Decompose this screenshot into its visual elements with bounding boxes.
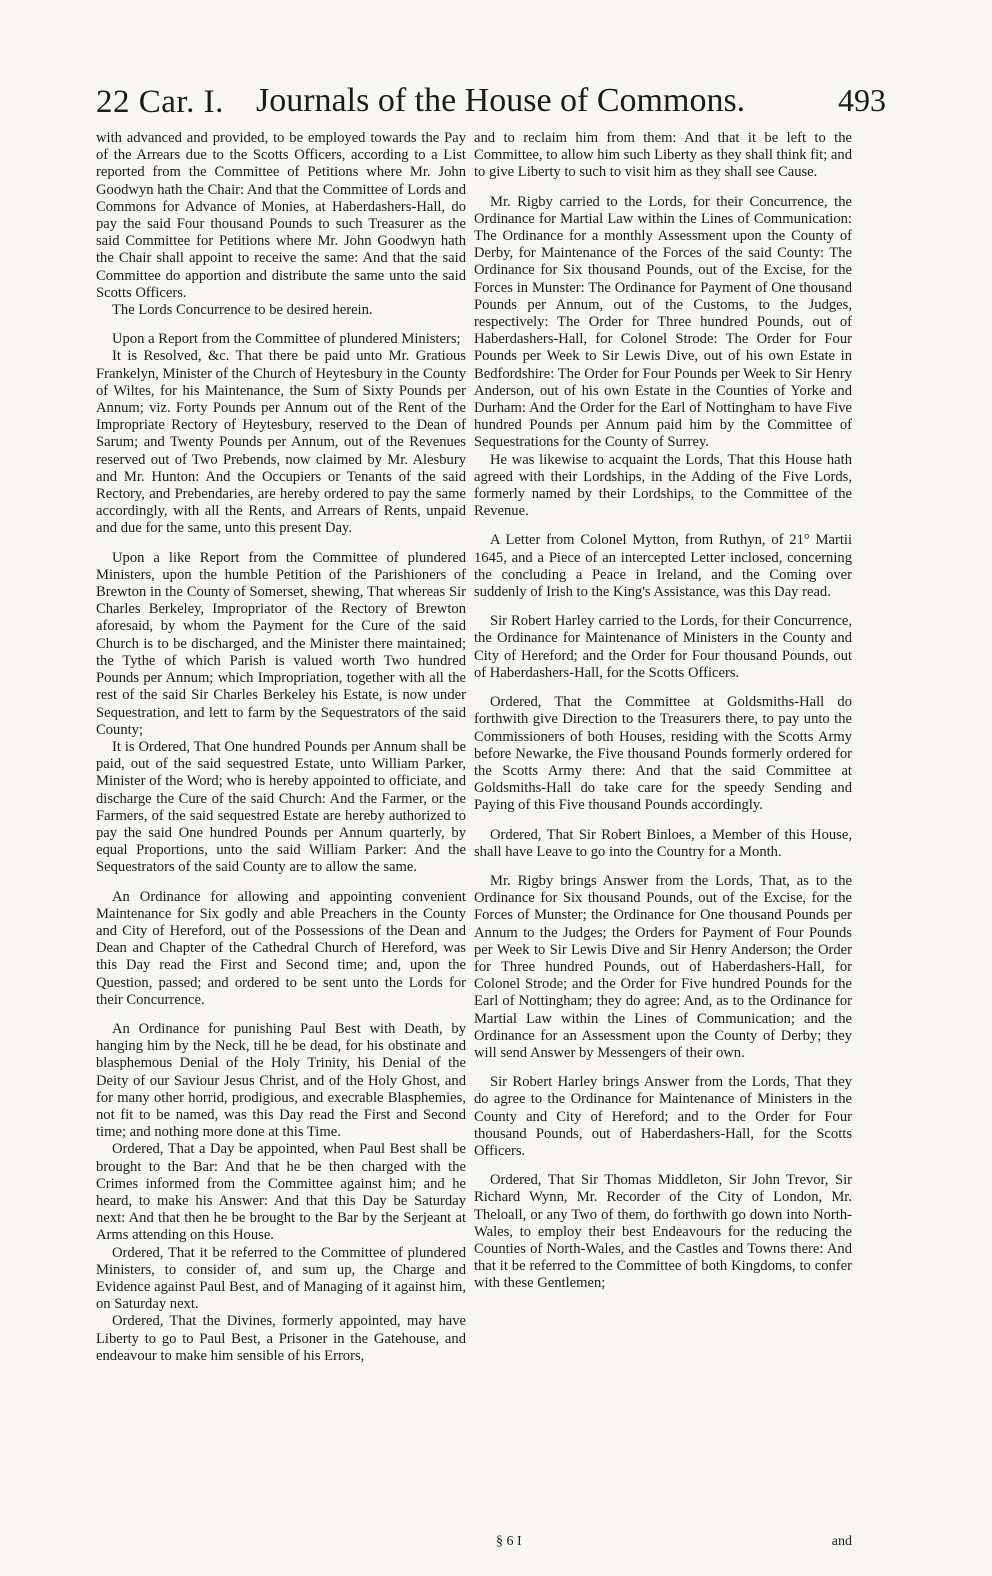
paragraph: and to reclaim him from them: And that it be left to the Committee, to allow him such Liberty as they shall think fit; and to give Liberty to such to visit him as they shall see Cause. [474,130,852,181]
paragraph: A Letter from Colonel Mytton, from Ruthyn, of 21° Martii 1645, and a Piece of an intercepted Letter inclosed, concerning the concluding a Peace in Ireland, and the Coming over suddenly of Irish to the King's Assistance, was this Day read. [474,532,852,601]
regnal-year: 22 Car. I. [96,84,224,120]
paragraph: Mr. Rigby brings Answer from the Lords, That, as to the Ordinance for Six thousand Pounds, out of the Excise, for the Forces of Munster; the Ordinance for One thousand Pounds per Annum to the Judges; the Orders for Payment of Four Pounds per Week to Sir Lewis Dive and Sir Henry Anderson; the Order for Three hundred Pounds, out of Haberdashers-Hall, for Colonel Strode; and the Order for Five hundred Pounds for the Earl of Nottingham; they do agree: And, as to the Ordinance for Martial Law within the Lines of Communication; and the Ordinance for an Assessment upon the County of Derby; they will send Answer by Messengers of their own. [474,872,852,1061]
paragraph: with advanced and provided, to be employed towards the Pay of the Arrears due to the Scotts Officers, according to a List reported from the Committee of Petitions where Mr. John Goodwyn hath the Chair: And that the Committee of Lords and Commons for Advance of Monies, at Haberdashers-Hall, do pay the said Four thousand Pounds to such Treasurer as the said Committee for Petitions where Mr. John Goodwyn hath the Chair shall appoint to receive the same: And that the said Committee do apportion and distribute the same unto the said Scotts Officers. [96,130,466,301]
paragraph: It is Resolved, &c. That there be paid unto Mr. Gratious Frankelyn, Minister of the Church of Heytesbury in the County of Wiltes, for his Maintenance, the Sum of Sixty Pounds per Annum; viz. Forty Pounds per Annum out of the Rent of the Impropriate Rectory of Heytesbury, reserved to the Dean of Sarum; and Twenty Pounds per Annum, out of the Revenues reserved out of Two Prebends, now claimed by Mr. Alesbury and Mr. Hunton: And the Occupiers or Tenants of the said Rectory, and Prebendaries, are hereby ordered to pay the same accordingly, with all the Rents, and Arrears of Rents, unpaid and due for the same, unto this present Day. [96,348,466,537]
paragraph: Upon a Report from the Committee of plundered Ministers; [112,331,461,348]
paragraph: Ordered, That Sir Thomas Middleton, Sir John Trevor, Sir Richard Wynn, Mr. Recorder of the City of London, Mr. Theloall, or any Two of them, do forthwith go down into North-Wales, to employ their best Endeavours for the reducing the Counties of North-Wales, and the Castles and Towns there: And that it be referred to the Committee of both Kingdoms, to confer with these Gentlemen; [474,1172,852,1292]
paragraph: Ordered, That the Divines, formerly appointed, may have Liberty to go to Paul Best, a Prisoner in the Gatehouse, and endeavour to make him sensible of his Errors, [96,1313,466,1364]
paragraph: The Lords Concurrence to be desired herein. [112,302,373,319]
paragraph: Ordered, That a Day be appointed, when Paul Best shall be brought to the Bar: And that he be then charged with the Crimes informed from the Committee against him; and he heard, to make his Answer: And that this Day be Saturday next: And that then he be brought to the Bar by the Serjeant at Arms attending on this House. [96,1141,466,1244]
paragraph: It is Ordered, That One hundred Pounds per Annum shall be paid, out of the said sequestred Estate, unto William Parker, Minister of the Word; who is hereby appointed to officiate, and discharge the Cure of the said Church: And the Farmer, or the Farmers, of the said sequestred Estate are hereby authorized to pay the said One hundred Pounds per Annum quarterly, by equal Proportions, unto the said William Parker: And the Sequestrators of the said County are to allow the same. [96,738,466,876]
page-footer [474,1534,852,1554]
page-number: 493 [838,82,886,118]
left-column [96,130,466,1365]
paragraph: Sir Robert Harley brings Answer from the Lords, That they do agree to the Ordinance for Maintenance of Ministers in the County and City of Hereford; and to the Order for Four thousand Pounds, out of Haberdashers-Hall, for the Scotts Officers. [474,1074,852,1159]
paragraph: Sir Robert Harley carried to the Lords, for their Concurrence, the Ordinance for Maintenance of Ministers in the County and City of Hereford; and the Order for Four thousand Pounds, out of Haberdashers-Hall, for the Scotts Officers. [474,613,852,681]
paragraph: Mr. Rigby carried to the Lords, for their Concurrence, the Ordinance for Martial Law within the Lines of Communication: The Ordinance for a monthly Assessment upon the County of Derby, for Maintenance of the Forces of the said County: The Ordinance for Six thousand Pounds, out of the Excise, for the Forces in Munster: The Ordinance for Payment of One thousand Pounds per Annum, out of the Customs, to the Judges, respectively: The Order for Three hundred Pounds, out of Haberdashers-Hall, for Colonel Strode: The Order for Four Pounds per Week to Sir Lewis Dive, out of his own Estate in Bedfordshire: The Order for Four Pounds per Week to Sir Henry Anderson, out of his own Estate in the Counties of Yorke and Durham: And the Order for the Earl of Nottingham to have Five hundred Pounds per Annum paid him by the Committee of Sequestrations for the County of Surrey. [474,193,852,451]
page-header [96,80,886,128]
paragraph: Ordered, That Sir Robert Binloes, a Member of this House, shall have Leave to go into the Country for a Month. [474,826,852,860]
catchword: and [831,1534,852,1549]
paragraph: An Ordinance for allowing and appointing convenient Maintenance for Six godly and able Preachers in the County and City of Hereford, out of the Possessions of the Dean and Dean and Chapter of the Cathedral Church of Hereford, was this Day read the First and Second time; and, upon the Question, passed; and ordered to be sent unto the Lords for their Concurrence. [96,888,466,1008]
running-title: Journals of the House of Commons. [256,82,746,119]
paragraph: Ordered, That the Committee at Goldsmiths-Hall do forthwith give Direction to the Treasurers there, to pay unto the Commissioners of both Houses, residing with the Scotts Army before Newarke, the Five thousand Pounds formerly ordered for the Scotts Army there: And that the said Committee at Goldsmiths-Hall do take care for the speedy Sending and Paying of this Five thousand Pounds accordingly. [474,694,852,814]
paragraph: Ordered, That it be referred to the Committee of plundered Ministers, to consider of, and sum up, the Charge and Evidence against Paul Best, and of Managing of it against him, on Saturday next. [96,1244,466,1313]
signature-mark: § 6 I [496,1534,522,1549]
paragraph: Upon a like Report from the Committee of plundered Ministers, upon the humble Petition of the Parishioners of Brewton in the County of Somerset, shewing, That whereas Sir Charles Berkeley, Impropriator of the Rectory of Brewton aforesaid, by whom the Payment for the Cure of the said Church is to be discharged, and the Minister there maintained; the Tythe of which Parish is valued worth Two hundred Pounds per Annum; which Impropriation, together with all the rest of the said Sir Charles Berkeley his Estate, is now under Sequestration, and lett to farm by the Sequestrators of the said County; [96,549,466,738]
paragraph: He was likewise to acquaint the Lords, That this House hath agreed with their Lordships, in the Adding of the Five Lords, formerly named by their Lordships, to the Committee of the Revenue. [474,451,852,520]
right-column [474,130,852,1293]
paragraph: An Ordinance for punishing Paul Best with Death, by hanging him by the Neck, till he be dead, for his obstinate and blasphemous Denial of the Holy Trinity, his Denial of the Deity of our Saviour Jesus Christ, and of the Holy Ghost, and for many other horrid, prodigious, and execrable Blasphemies, not fit to be named, was this Day read the First and Second time; and nothing more done at this Time. [96,1020,466,1141]
